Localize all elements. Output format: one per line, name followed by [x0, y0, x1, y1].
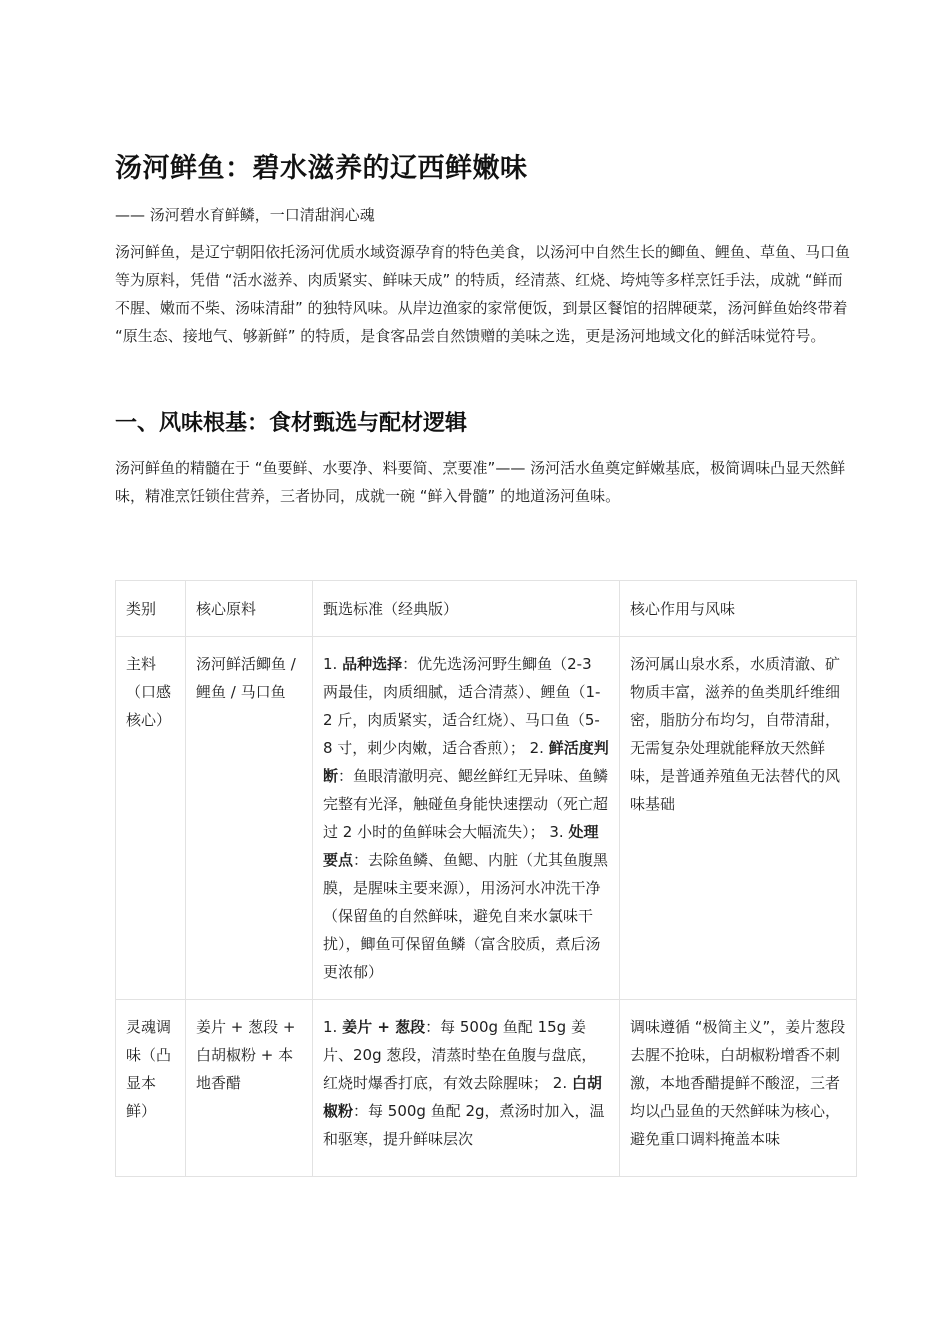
section-paragraph: 汤河鲜鱼的精髓在于 “鱼要鲜、水要净、料要简、烹要准”—— 汤河活水鱼奠定鲜嫩基底，极简调味凸显天然鲜味，精准烹饪锁住营养，三者协同，成就一碗 “鲜入骨髓” 的地道汤河鱼味。 — [115, 459, 846, 505]
category-cell: 主料（口感核心） — [116, 637, 186, 1000]
standard-cell: 1. 姜片 + 葱段：每 500g 鱼配 15g 姜片、20g 葱段，清蒸时垫在鱼腹与盘底，红烧时爆香打底，有效去除腥味； 2. 白胡椒粉：每 500g 鱼配 2g，煮汤时加入，温和驱寒，提升鲜味层次 — [313, 1000, 620, 1177]
ingredients-cell: 汤河鲜活鲫鱼 / 鲤鱼 / 马口鱼 — [186, 637, 313, 1000]
ingredients-cell: 姜片 + 葱段 + 白胡椒粉 + 本地香醋 — [186, 1000, 313, 1177]
role-cell: 调味遵循 “极简主义”，姜片葱段去腥不抢味，白胡椒粉增香不刺激，本地香醋提鲜不酸涩，三者均以凸显鱼的天然鲜味为核心，避免重口调料掩盖本味 — [620, 1000, 857, 1177]
subtitle: —— 汤河碧水育鲜鳞，一口清甜润心魂 — [115, 206, 375, 224]
standard-cell: 1. 品种选择：优先选汤河野生鲫鱼（2-3 两最佳，肉质细腻，适合清蒸）、鲤鱼（1-2 斤，肉质紧实，适合红烧）、马口鱼（5-8 寸，刺少肉嫩，适合香煎）； 2. 鲜活度判断：鱼眼清澈明亮、鳃丝鲜红无异味、鱼鳞完整有光泽，触碰鱼身能快速摆动（死亡超过 2 小时的鱼鲜味会大幅流失）； 3. 处理要点：去除鱼鳞、鱼鳃、内脏（尤其鱼腹黑膜，是腥味主要来源），用汤河水冲洗干净（保留鱼的自然鲜味，避免自来水氯味干扰），鲫鱼可保留鱼鳞（富含胶质，煮后汤更浓郁） — [313, 637, 620, 1000]
intro-paragraph: 汤河鲜鱼，是辽宁朝阳依托汤河优质水域资源孕育的特色美食，以汤河中自然生长的鲫鱼、鲤鱼、草鱼、马口鱼等为原料，凭借 “活水滋养、肉质紧实、鲜味天成” 的特质，经清蒸、红烧、垮炖等多样烹饪手法，成就 “鲜而不腥、嫩而不柴、汤味清甜” 的独特风味。从岸边渔家的家常便饭，到景区餐馆的招牌硬菜，汤河鲜鱼始终带着 “原生态、接地气、够新鲜” 的特质，是食客品尝自然馈赠的美味之选，更是汤河地域文化的鲜活味觉符号。 — [115, 243, 851, 345]
category-cell: 灵魂调味（凸显本鲜） — [116, 1000, 186, 1177]
table-header-cell: 核心原料 — [186, 581, 313, 637]
table-header-cell: 类别 — [116, 581, 186, 637]
table-header-cell: 核心作用与风味 — [620, 581, 857, 637]
table-row — [116, 1000, 857, 1177]
page-title: 汤河鲜鱼：碧水滋养的辽西鲜嫩味 — [115, 153, 528, 184]
ingredient-table — [115, 580, 857, 1177]
table-header-cell: 甄选标准（经典版） — [313, 581, 620, 637]
role-cell: 汤河属山泉水系，水质清澈、矿物质丰富，滋养的鱼类肌纤维细密，脂肪分布均匀，自带清甜，无需复杂处理就能释放天然鲜味，是普通养殖鱼无法替代的风味基础 — [620, 637, 857, 1000]
table-header-row — [116, 581, 857, 637]
table-row — [116, 637, 857, 1000]
section-heading: 一、风味根基：食材甄选与配材逻辑 — [115, 411, 468, 436]
